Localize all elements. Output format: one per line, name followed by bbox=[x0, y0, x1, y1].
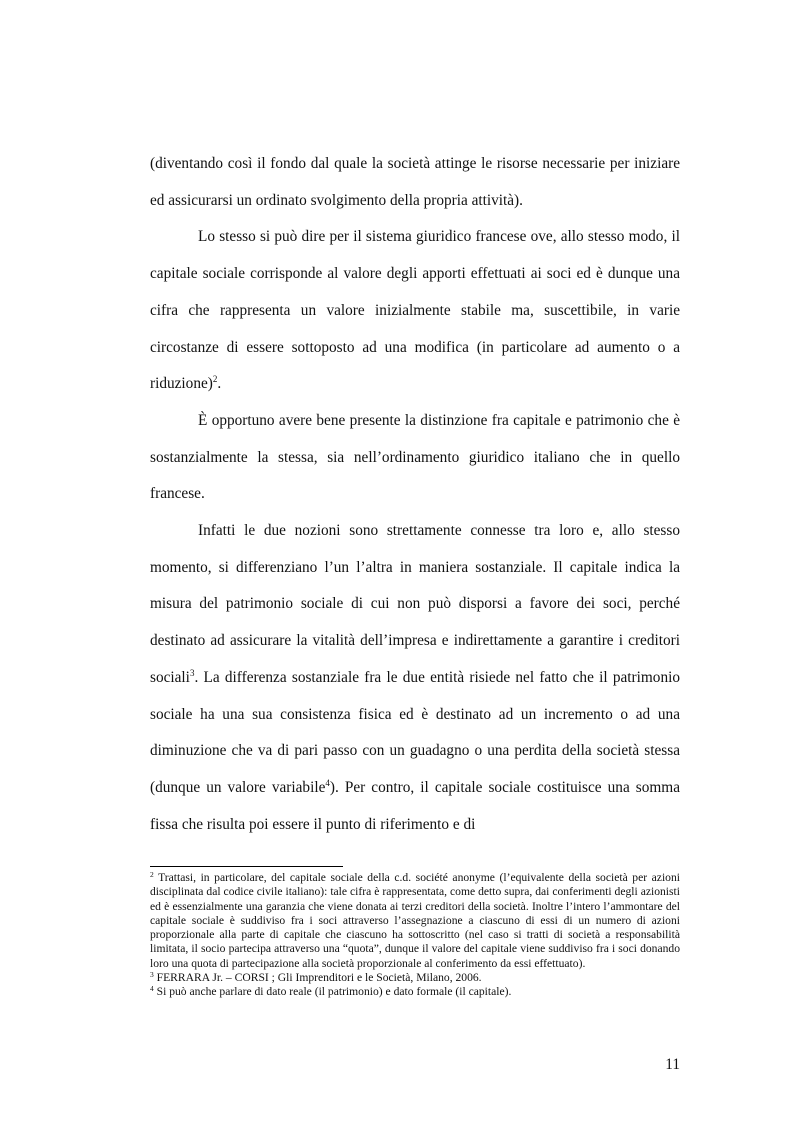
paragraph-4-part-a: Infatti le due nozioni sono strettamente connesse tra loro e, allo stesso momento, si differenziano l’un l’altra in maniera sostanziale. Il capitale indica la misura del patrimonio sociale di cui non può disporsi a favore dei soci, perché destinato ad assicurare la vitalità dell’impresa e indirettamente a garantire i creditori sociali bbox=[150, 522, 680, 686]
paragraph-2-text: Lo stesso si può dire per il sistema giuridico francese ove, allo stesso modo, il capitale sociale corrisponde al valore degli apporti effettuati ai soci ed è dunque una cifra che rappresenta un valore inizialmente stabile ma, suscettibile, in varie circostanze di essere sottoposto ad una modifica (in particolare ad aumento o a riduzione) bbox=[150, 228, 680, 393]
footnote-2-number: 2 bbox=[150, 870, 154, 879]
footnotes bbox=[150, 871, 680, 1000]
footnote-3-text: FERRARA Jr. – CORSI ; Gli Imprenditori e le Società, Milano, 2006. bbox=[153, 971, 482, 985]
paragraph-4-part-b: . La differenza sostanziale fra le due entità risiede nel fatto che il patrimonio sociale ha una sua consistenza fisica ed è destinato ad un incremento o ad una diminuzione che va di pari passo con un guadagno o una perdita della società stessa (dunque un valore variabile bbox=[150, 668, 680, 796]
footnote-3 bbox=[150, 971, 680, 985]
footnote-4-number: 4 bbox=[150, 984, 154, 994]
footnote-4 bbox=[150, 985, 680, 999]
page-number: 11 bbox=[665, 1056, 680, 1073]
paragraph-2 bbox=[150, 219, 680, 403]
footnote-ref-3[interactable]: 3 bbox=[189, 667, 195, 678]
footnote-ref-4[interactable]: 4 bbox=[325, 777, 330, 788]
footnote-separator bbox=[150, 866, 343, 867]
paragraph-3: È opportuno avere bene presente la distinzione fra capitale e patrimonio che è sostanzialmente la stessa, sia nell’ordinamento giuridico italiano che in quello francese. bbox=[150, 411, 680, 503]
paragraph-4 bbox=[150, 513, 680, 843]
paragraph-2-tail: . bbox=[217, 375, 222, 393]
main-text bbox=[150, 146, 680, 843]
footnote-4-text: Si può anche parlare di dato reale (il patrimonio) e dato formale (il capitale). bbox=[153, 985, 512, 999]
footnote-2 bbox=[150, 871, 680, 971]
footnote-2-text: Trattasi, in particolare, del capitale sociale della c.d. société anonyme (l’equivalente della società per azioni disciplinata dal codice civile italiano): tale cifra è rappresentata, come detto supra, dai conferimenti degli azionisti ed è essenzialmente una garanzia che viene donata ai terzi creditori della società. Inoltre l’intero l’ammontare del capitale sociale è suddiviso fra i soci attraverso l’assegnazione a ciascuno di essi di un numero di azioni proporzionale alla parte di capitale che ciascuno ha sottoscritto (nel caso si tratti di società a responsabilità limitata, il socio partecipa attraverso una “quota”, dunque il valore del capitale viene suddiviso fra i soci donando loro una quota di partecipazione alla società proporzionale al conferimento da essi effettuato). bbox=[150, 871, 680, 970]
footnote-3-number: 3 bbox=[150, 970, 154, 980]
paragraph-4-part-c: ). Per contro, il capitale sociale costituisce una somma fissa che risulta poi essere il punto di riferimento e di bbox=[150, 778, 680, 833]
footnote-ref-2[interactable]: 2 bbox=[212, 374, 218, 385]
paragraph-1: (diventando così il fondo dal quale la società attinge le risorse necessarie per iniziare ed assicurarsi un ordinato svolgimento della propria attività). bbox=[150, 155, 680, 209]
